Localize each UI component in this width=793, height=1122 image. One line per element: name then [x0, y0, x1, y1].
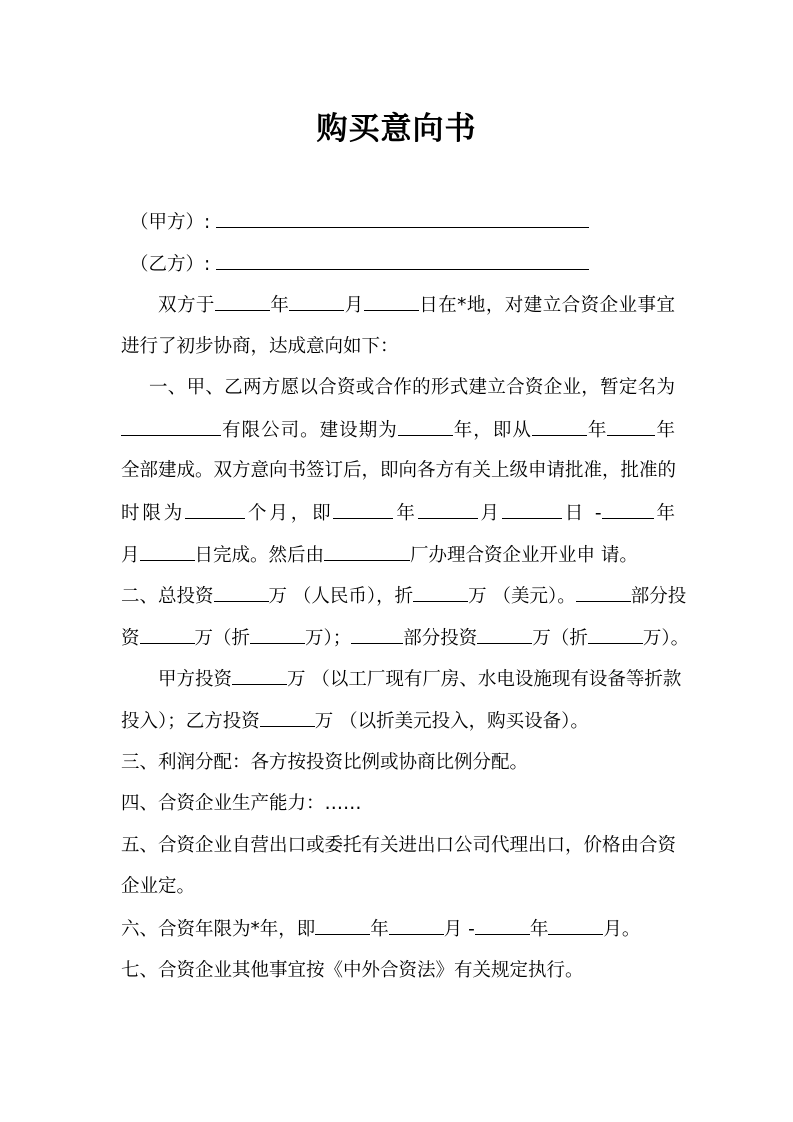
- section-5-line-2: 企业定。: [121, 876, 196, 897]
- section-text: 万）；: [305, 628, 352, 649]
- section-text: 年，即从: [452, 420, 532, 441]
- section-text: 月: [477, 503, 502, 524]
- section-text: 日完成。然后由: [194, 545, 325, 566]
- blank-party[interactable]: [351, 623, 403, 644]
- section-2-line-2: [121, 623, 690, 653]
- section-text: 日 -: [561, 503, 602, 524]
- section-4: 四、合资企业生产能力：……: [121, 793, 362, 814]
- blank-day[interactable]: [502, 498, 562, 519]
- section-text: 厂办理合资企业开业申 请。: [410, 545, 638, 566]
- blank-year[interactable]: [315, 914, 370, 935]
- blank-month[interactable]: [140, 540, 195, 561]
- blank-total-usd[interactable]: [413, 581, 468, 602]
- section-1-line-2: [121, 415, 675, 445]
- blank-day[interactable]: [364, 290, 419, 311]
- section-text: 六、合资年限为*年，即: [121, 919, 316, 940]
- section-text: 年: [370, 919, 389, 940]
- section-text: 二、总投资: [121, 586, 214, 607]
- blank-amount[interactable]: [588, 623, 643, 644]
- party-a-line: [130, 207, 589, 237]
- blank-party-a-investment[interactable]: [232, 664, 287, 685]
- blank-year[interactable]: [532, 415, 587, 436]
- section-text: 万 （美元）。: [468, 586, 576, 607]
- intro-text: 月: [344, 295, 364, 316]
- blank-year[interactable]: [602, 498, 654, 519]
- section-text: 万 （以折美元投入，购买设备）。: [314, 711, 589, 732]
- blank-months[interactable]: [185, 498, 245, 519]
- blank-month[interactable]: [548, 914, 603, 935]
- section-2-line-4: [121, 706, 589, 736]
- blank-amount[interactable]: [250, 623, 305, 644]
- section-text: 年: [655, 420, 675, 441]
- section-text: 万）。: [642, 628, 690, 649]
- section-text: 万 （人民币），折: [268, 586, 414, 607]
- section-3: 三、利润分配：各方按投资比例或协商比例分配。: [121, 752, 529, 773]
- section-text: 时限为: [121, 503, 186, 524]
- section-text: 月 -: [443, 919, 475, 940]
- blank-party-b-investment[interactable]: [260, 706, 315, 727]
- intro-line-2: 进行了初步协商，达成意向如下：: [121, 336, 399, 357]
- section-text: 有限公司。建设期为: [221, 420, 398, 441]
- section-text: 月: [121, 545, 140, 566]
- blank-company-name[interactable]: [121, 415, 221, 436]
- blank-year[interactable]: [333, 498, 393, 519]
- intro-text: 日在*地，对建立合资企业事宜: [418, 295, 675, 316]
- party-a-blank[interactable]: [216, 207, 589, 228]
- party-b-label: （乙方）:: [130, 254, 211, 275]
- blank-year[interactable]: [215, 290, 270, 311]
- section-text: 部分投资: [403, 628, 478, 649]
- blank-factory[interactable]: [324, 540, 410, 561]
- section-1-line-1: 一、甲、乙两方愿以合资或合作的形式建立合资企业，暂定名为: [149, 377, 675, 398]
- section-text: 资: [121, 628, 140, 649]
- section-text: 月。: [603, 919, 641, 940]
- section-text: 甲方投资: [158, 669, 233, 690]
- blank-year[interactable]: [475, 914, 530, 935]
- section-2-line-1: [121, 581, 687, 611]
- section-text: 个月，即: [245, 503, 334, 524]
- section-2-line-3: [158, 664, 682, 694]
- intro-text: 年: [269, 295, 290, 316]
- party-b-blank[interactable]: [216, 249, 589, 270]
- intro-text: 双方于: [158, 295, 215, 316]
- section-text: 部分投: [630, 586, 687, 607]
- section-7: 七、合资企业其他事宜按《中外合资法》有关规定执行。: [121, 960, 584, 981]
- blank-month[interactable]: [389, 914, 444, 935]
- party-a-label: （甲方）:: [130, 212, 211, 233]
- section-text: 年: [586, 420, 608, 441]
- section-1-line-3: 全部建成。双方意向书签订后，即向各方有关上级申请批准，批准的: [121, 460, 677, 481]
- section-5-line-1: 五、合资企业自营出口或委托有关进出口公司代理出口，价格由合资: [121, 835, 677, 856]
- section-text: 年: [653, 503, 675, 524]
- section-text: 投入）；乙方投资: [121, 711, 260, 732]
- blank-construction-years[interactable]: [398, 415, 453, 436]
- blank-amount[interactable]: [140, 623, 195, 644]
- blank-month[interactable]: [289, 290, 344, 311]
- section-6: [121, 914, 640, 944]
- section-text: 万 （以工厂现有厂房、水电设施现有设备等折款: [287, 669, 682, 690]
- section-1-line-5: [121, 540, 638, 570]
- blank-total-rmb[interactable]: [214, 581, 269, 602]
- blank-year[interactable]: [607, 415, 655, 436]
- section-text: 万（折: [194, 628, 251, 649]
- intro-line-1: [158, 290, 675, 320]
- blank-month[interactable]: [418, 498, 478, 519]
- section-text: 年: [393, 503, 418, 524]
- section-1-line-4: [121, 498, 675, 528]
- section-text: 年: [529, 919, 549, 940]
- party-b-line: [130, 249, 589, 279]
- section-text: 万（折: [532, 628, 588, 649]
- document-title: 购买意向书: [316, 111, 477, 147]
- blank-party[interactable]: [576, 581, 631, 602]
- blank-amount[interactable]: [477, 623, 532, 644]
